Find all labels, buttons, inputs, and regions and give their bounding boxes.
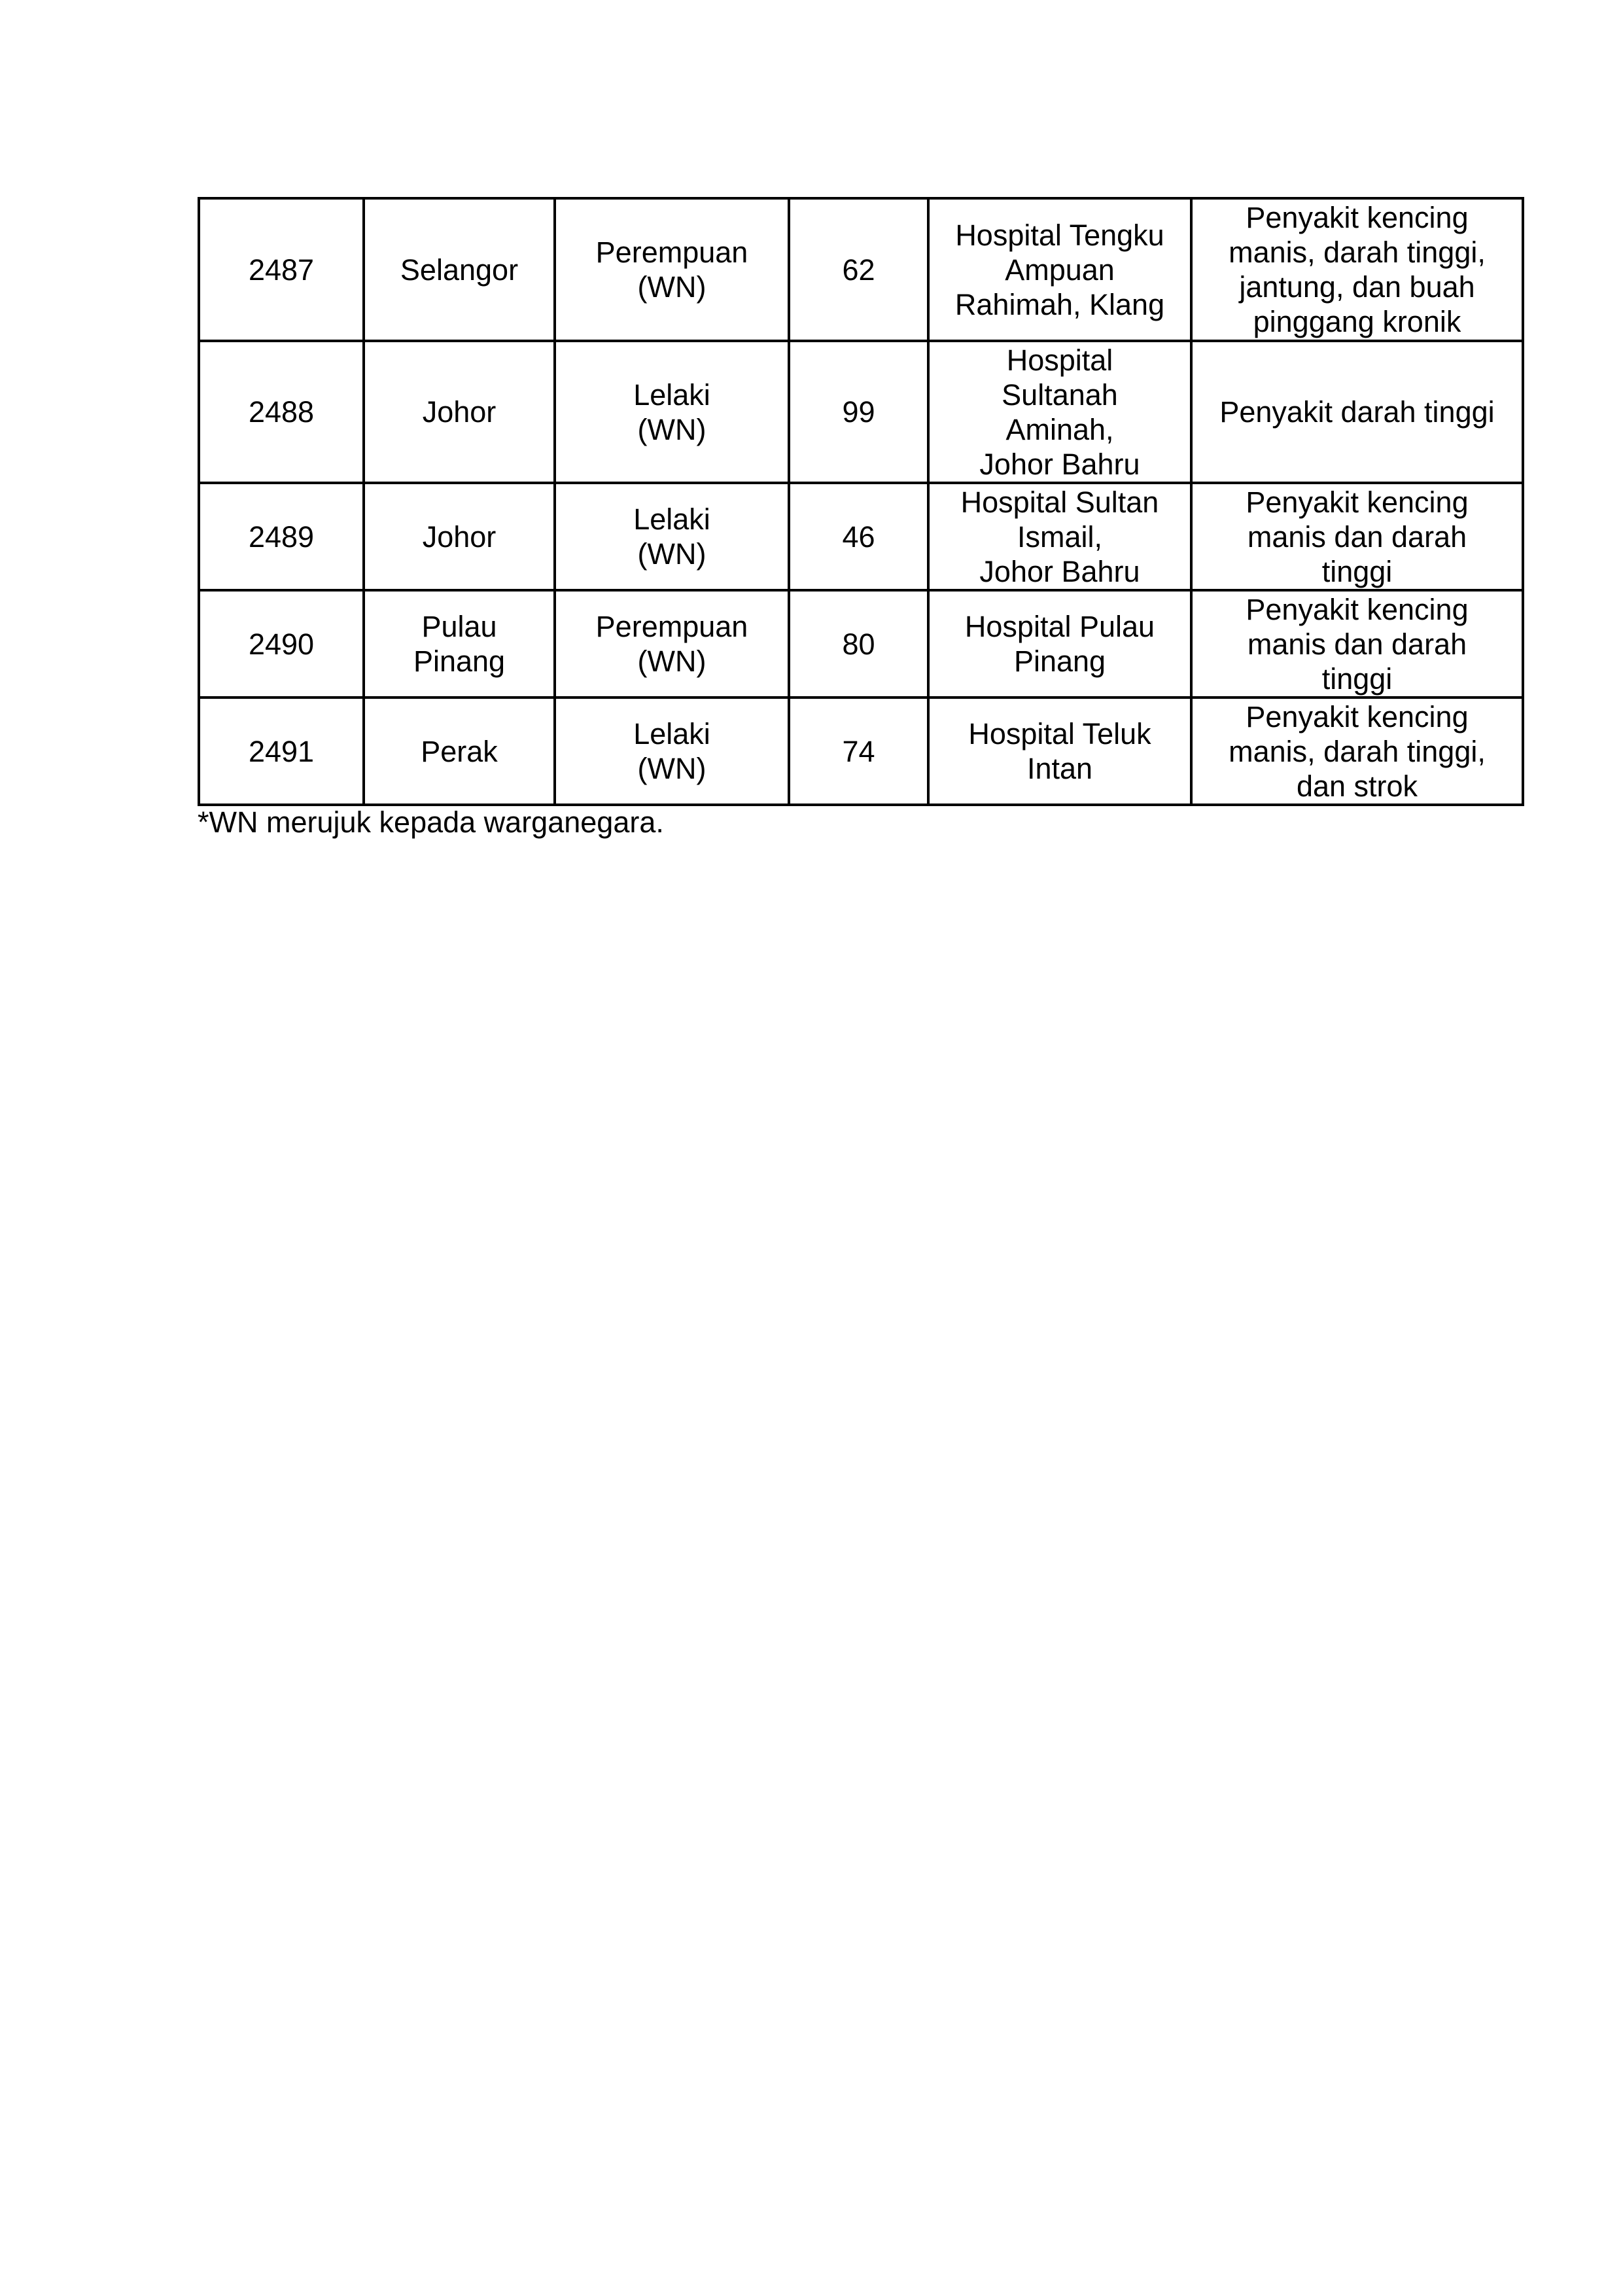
hospital-cell: Hospital Teluk Intan — [928, 698, 1191, 805]
hospital-cell: Hospital Sultan Ismail, Johor Bahru — [928, 483, 1191, 590]
age-cell: 99 — [789, 341, 928, 483]
table-row — [199, 341, 1523, 483]
gender-cell: Perempuan (WN) — [555, 198, 789, 341]
case-number-cell: 2489 — [199, 483, 364, 590]
table-row — [199, 698, 1523, 805]
illness-cell: Penyakit kencing manis dan darah tinggi — [1191, 590, 1523, 698]
state-cell: Johor — [364, 483, 555, 590]
state-cell: Pulau Pinang — [364, 590, 555, 698]
state-cell: Perak — [364, 698, 555, 805]
table-row — [199, 198, 1523, 341]
case-number-cell: 2488 — [199, 341, 364, 483]
gender-cell: Perempuan (WN) — [555, 590, 789, 698]
hospital-cell: Hospital Tengku Ampuan Rahimah, Klang — [928, 198, 1191, 341]
illness-cell: Penyakit kencing manis dan darah tinggi — [1191, 483, 1523, 590]
footnote: *WN merujuk kepada warganegara. — [198, 805, 664, 839]
illness-cell: Penyakit kencing manis, darah tinggi, dan strok — [1191, 698, 1523, 805]
illness-cell: Penyakit kencing manis, darah tinggi, jantung, dan buah pinggang kronik — [1191, 198, 1523, 341]
gender-cell: Lelaki (WN) — [555, 698, 789, 805]
table-row — [199, 590, 1523, 698]
state-cell: Johor — [364, 341, 555, 483]
case-number-cell: 2491 — [199, 698, 364, 805]
hospital-cell: Hospital Sultanah Aminah, Johor Bahru — [928, 341, 1191, 483]
gender-cell: Lelaki (WN) — [555, 483, 789, 590]
age-cell: 62 — [789, 198, 928, 341]
case-number-cell: 2490 — [199, 590, 364, 698]
gender-cell: Lelaki (WN) — [555, 341, 789, 483]
illness-cell: Penyakit darah tinggi — [1191, 341, 1523, 483]
age-cell: 46 — [789, 483, 928, 590]
state-cell: Selangor — [364, 198, 555, 341]
hospital-cell: Hospital Pulau Pinang — [928, 590, 1191, 698]
table-row — [199, 483, 1523, 590]
case-number-cell: 2487 — [199, 198, 364, 341]
age-cell: 80 — [789, 590, 928, 698]
age-cell: 74 — [789, 698, 928, 805]
death-cases-table — [198, 197, 1524, 806]
